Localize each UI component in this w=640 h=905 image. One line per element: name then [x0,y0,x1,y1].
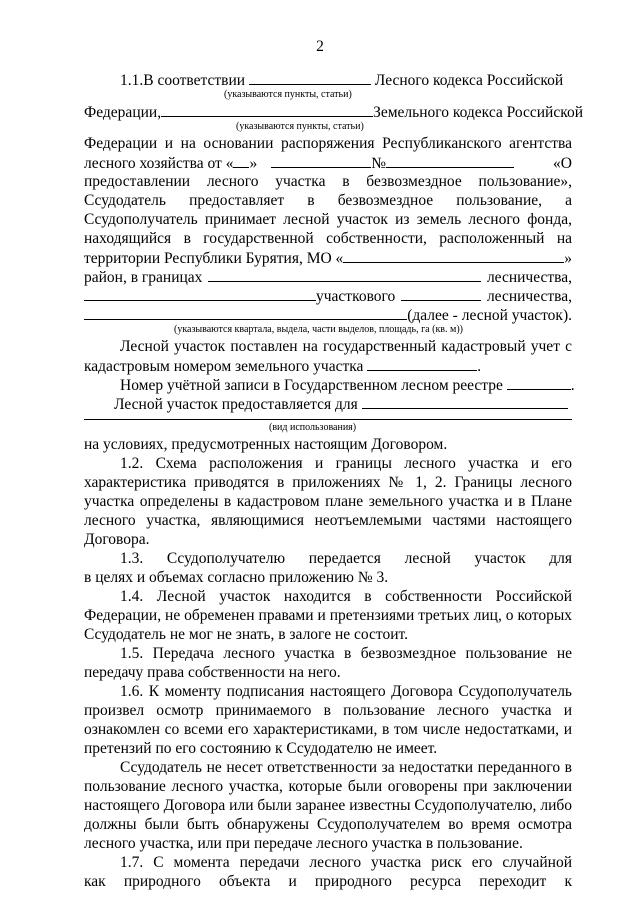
clause-1-1-line-3: Федерации и на основании распоряжения Республиканского агентства [84,135,572,152]
clause-1-4-line: 1.4. Лесной участок находится в собственности Российской [120,588,572,605]
cadastre-line-1: Лесной участок поставлен на государственный кадастровый учет с [120,338,572,355]
blank-field [161,102,373,117]
cadastre-line-3: Номер учётной записи в Государственном лесном реестре . [120,377,575,394]
blank-field [367,356,477,371]
text: лесничества, [486,288,572,305]
hint-usage: (вид использования) [269,422,357,433]
clause-1-1-line-8: находящийся в государственной собственности, расположенный на [84,230,572,247]
clause-1-5-line: передачу права собственности на него. [84,664,341,681]
clause-1-2-line: лесного участка, являющимися неотъемлемыми частями настоящего [84,512,572,529]
blank-field [271,153,371,168]
blank-field [249,70,371,85]
liability-line: пользование лесного участка, которые были оговорены при заключении [84,778,572,795]
text: кадастровым номером земельного участка [84,358,364,375]
text: № [371,155,386,172]
text: Лесного кодекса Российской [374,72,564,89]
clause-1-1-line-6: Ссудодатель предоставляет в безвозмездное пользование, а [84,192,572,209]
clause-1-1-line-7: Ссудополучатель принимает лесной участок из земель лесного фонда, [84,211,572,228]
hint-location: (указываются квартала, выдела, части выделов, площадь, га (кв. м)) [174,324,464,335]
text: «О [553,155,572,172]
clause-1-2-line: 1.2. Схема расположения и границы лесного участка и его [120,455,572,472]
text: район, в границах [84,269,203,286]
clause-1-3-line: 1.3. Ссудополучателю передается лесной участок для [120,550,572,567]
text: 1.1.В соответствии [120,72,246,89]
liability-line: должны были быть обнаружены Ссудополучателем во время осмотра [84,816,572,833]
blank-field [386,153,514,168]
cadastre-line-2: кадастровым номером земельного участка . [84,358,482,375]
blank-field [208,267,481,282]
clause-1-1-line-4 [84,153,572,172]
blank-field [362,394,568,409]
clause-1-7-line: как природного объекта и природного ресурса переходит к [84,873,572,890]
clause-1-2-line: участка определены в кадастровом плане земельного участка и в Плане [84,493,572,510]
blank-field [84,286,316,301]
clause-1-4-line: Федерации, не обременен правами и претензиями третьих лиц, о которых [84,607,572,624]
blank-field [507,375,571,390]
text: лесничества, [486,269,572,286]
clause-1-6-line: 1.6. К моменту подписания настоящего Договора Ссудополучатель [120,683,572,700]
clause-1-3-line: в целях и объемах согласно приложению № 3. [84,569,389,586]
text: территории Республики Бурятия, МО « [84,250,344,267]
clause-1-2-line: характеристика приводятся в приложениях № 1, 2. Границы лесного [84,474,572,491]
blank-field [84,305,407,320]
clause-1-4-line: Ссудодатель не мог не знать, в залоге не состоит. [84,626,409,643]
text: лесного хозяйства от « [84,155,234,172]
clause-1-5-line: 1.5. Передача лесного участка в безвозмездное пользование не [120,645,572,662]
liability-line: лесного участка, или при передаче лесного участка в пользование. [84,835,523,852]
cadastre-line-5: на условиях, предусмотренных настоящим Договором. [84,436,448,453]
clause-1-1-line-1 [84,70,572,89]
text: » [249,155,258,172]
clause-1-1-line-9 [84,248,572,267]
document-body [84,70,584,891]
clause-1-6-line: претензий по его состоянию к Ссудодателю не имеет. [84,740,438,757]
clause-1-1-line-11 [84,286,572,305]
clause-1-1-line-10 [84,267,572,286]
liability-line: настоящего Договора или были заранее известны Ссудополучателю, либо [84,797,572,814]
clause-1-2-line: Договора. [84,531,150,548]
page-number: 2 [316,38,324,55]
blank-field [343,248,564,263]
blank-field [233,153,249,168]
clause-1-6-line: ознакомлен со всеми его характеристиками, в том числе недостатками, и [84,721,572,738]
text: Лесной участок предоставляется для [114,396,358,413]
hint-articles: (указываются пункты, статьи) [224,89,352,100]
clause-1-1-line-2 [84,102,584,121]
blank-field [401,286,481,301]
clause-1-6-line: произвел осмотр принимаемого в пользование лесного участка и [84,702,572,719]
text: Земельного кодекса Российской [373,104,584,121]
hint-articles: (указываются пункты, статьи) [236,121,364,132]
clause-1-7-line: 1.7. С момента передачи лесного участка риск его случайной [120,854,572,871]
cadastre-line-4 [84,394,572,413]
liability-line: Ссудодатель не несет ответственности за недостатки переданного в [120,759,572,776]
text: (далее - лесной участок). [407,307,572,324]
text: Федерации, [84,104,162,121]
text: » [564,250,572,267]
text: Номер учётной записи в Государственном лесном реестре [120,377,503,394]
clause-1-1-line-12 [84,305,572,324]
clause-1-1-line-5: предоставлении лесного участка в безвозмездное пользование», [84,173,572,190]
usage-blank-line [84,419,572,420]
text: участкового [316,288,396,305]
